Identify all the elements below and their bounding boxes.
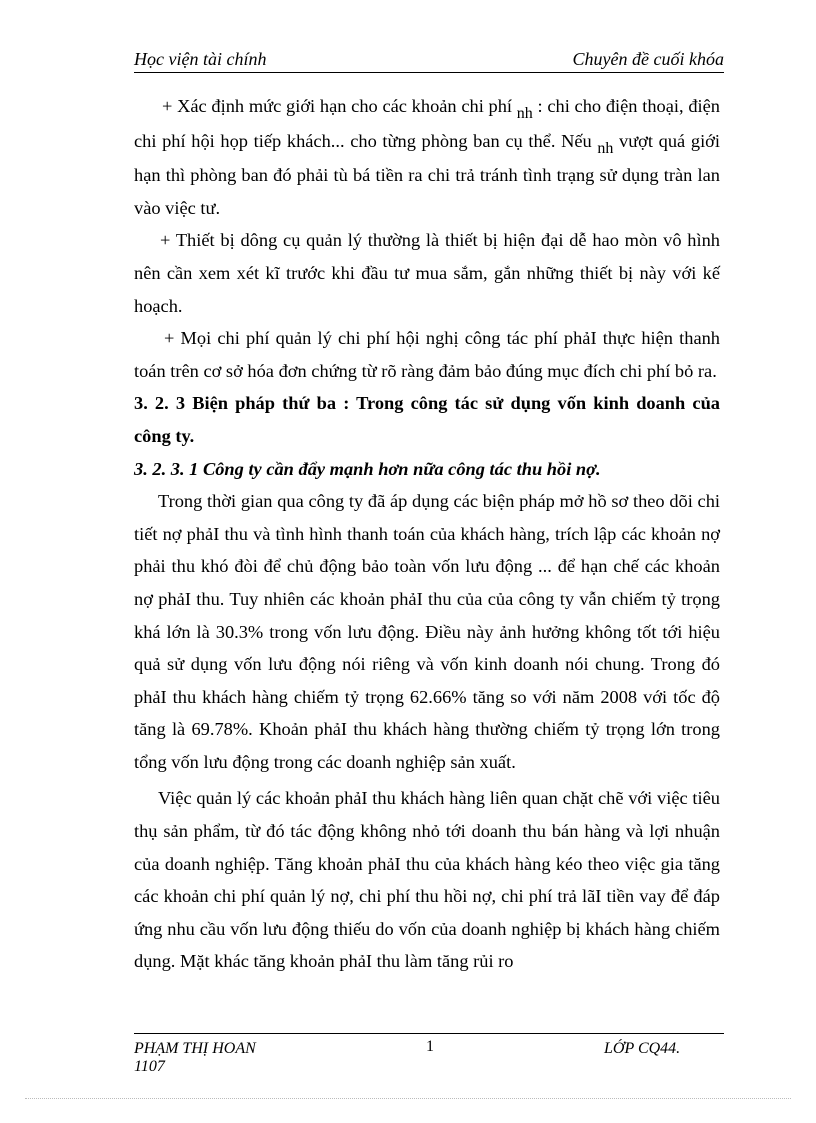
subscript-text: nh	[516, 105, 533, 122]
author-id: 1107	[134, 1058, 165, 1075]
paragraph-text: : chi cho điện thoại, điện chi phí hội họp tiếp khách... cho từng phòng ban cụ thể. Nếu	[134, 96, 720, 151]
page-number: 1	[426, 1038, 434, 1055]
footer-author	[134, 1040, 256, 1076]
paragraph-receivables-management: Việc quản lý các khoản phảI thu khách hàng liên quan chặt chẽ với việc tiêu thụ sản phẩm, từ đó tác động không nhỏ tới doanh thu bán hàng và lợi nhuận của doanh nghiệp. Tăng khoản phảI thu của khách hàng kéo theo việc gia tăng các khoản chi phí quản lý nợ, chi phí thu hồi nợ, chi phí trả lãI tiền vay để đáp ứng nhu cầu vốn lưu động thiếu do vốn của doanh nghiệp bị khách hàng chiếm dụng. Mặt khác tăng khoản phảI thu làm tăng rủi ro	[134, 788, 720, 972]
header-institution: Học viện tài chính	[134, 49, 267, 69]
page-bottom-divider	[25, 1098, 791, 1099]
document-body	[134, 90, 720, 978]
subsection-heading: 3. 2. 3. 1 Công ty cần đẩy mạnh hơn nữa công tác thu hồi nợ.	[134, 458, 601, 479]
paragraph-text: vượt quá giới hạn thì phòng ban đó phải tù bá tiền ra chi trả tránh tình trạng sử dụng tràn lan vào việc tư.	[134, 130, 721, 218]
paragraph-text: + Xác định mức giới hạn cho các khoản chi phí	[162, 96, 517, 116]
paragraph-receivables: Trong thời gian qua công ty đã áp dụng các biện pháp mở hồ sơ theo dõi chi tiết nợ phảI thu và tình hình thanh toán của khách hàng, trích lập các khoản nợ phải thu khó đòi để chủ động bảo toàn vốn lưu động ... để hạn chế các khoản nợ phảI thu. Tuy nhiên các khoản phảI thu của của công ty vẫn chiếm tỷ trọng khá lớn là 30.3% trong vốn lưu động. Điều này ảnh hưởng không tốt tới hiệu quả sử dụng vốn lưu động nói riêng và vốn kinh doanh nói chung. Trong đó phảI thu khách hàng chiếm tỷ trọng 62.66% tăng so với năm 2008 với tốc độ tăng là 69.78%. Khoản phảI thu khách hàng thường chiếm tỷ trọng lớn trong tổng vốn lưu động trong các doanh nghiệp sản xuất.	[134, 491, 720, 772]
header-document-type: Chuyên đề cuối khóa	[572, 49, 724, 69]
paragraph-expense-payment: + Mọi chi phí quản lý chi phí hội nghị công tác phí phảI thực hiện thanh toán trên cơ sở hóa đơn chứng từ rõ ràng đảm bảo đúng mục đích chi phí bỏ ra.	[134, 328, 720, 381]
footer-divider	[134, 1033, 724, 1034]
paragraph-expense-limits	[134, 90, 720, 224]
paragraph-equipment: + Thiết bị dông cụ quản lý thường là thiết bị hiện đại dễ hao mòn vô hình nên cần xem xét kĩ trước khi đầu tư mua sắm, gắn những thiết bị này với kế hoạch.	[134, 230, 720, 316]
section-heading: 3. 2. 3 Biện pháp thứ ba : Trong công tác sử dụng vốn kinh doanh của công ty.	[134, 393, 720, 446]
author-name: PHẠM THỊ HOAN	[134, 1040, 256, 1057]
page-header	[134, 46, 724, 73]
subscript-text: nh	[597, 139, 614, 157]
footer-class: LỚP CQ44.	[604, 1040, 681, 1057]
